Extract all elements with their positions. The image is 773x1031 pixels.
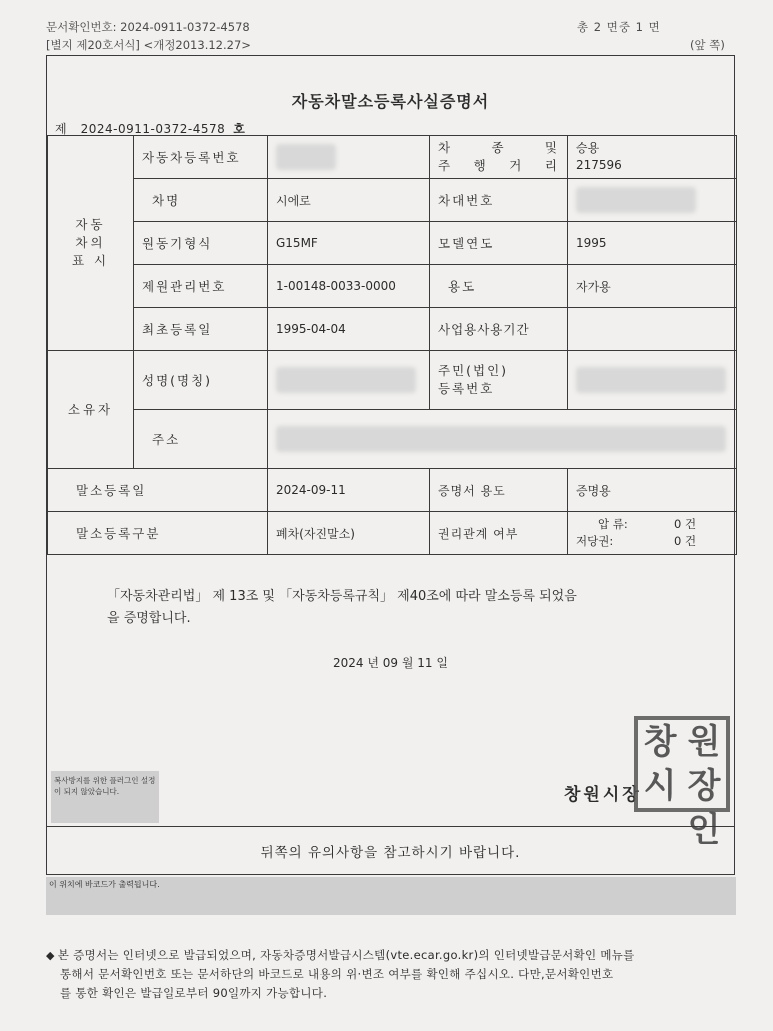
page-count: 총 2 면중 1 면	[577, 20, 661, 34]
vin-value	[568, 179, 737, 222]
doc-check-number: 문서확인번호: 2024-0911-0372-4578	[46, 20, 250, 34]
table-row	[48, 410, 737, 469]
use-label: 용도	[430, 265, 568, 308]
table-row	[48, 308, 737, 351]
issuer-name: 창원시장	[564, 785, 642, 805]
seal-char: 원	[687, 722, 721, 762]
car-name-label: 차명	[134, 179, 268, 222]
footer-notice	[46, 946, 746, 1003]
mortgage-label: 저당권:	[576, 534, 614, 548]
vehicle-group-label: 자동차의 표 시	[48, 136, 134, 351]
table-row	[48, 469, 737, 512]
use-value: 자가용	[568, 265, 737, 308]
doc-number-value: 2024-0911-0372-4578	[80, 122, 226, 136]
barcode-area: 이 위치에 바코드가 출력됩니다.	[46, 877, 736, 915]
rights-label: 권리관계 여부	[430, 512, 568, 555]
copy-protection-notice: 복사방지를 위한 플러그인 설정이 되지 않았습니다.	[51, 771, 159, 823]
engine-type-label: 원동기형식	[134, 222, 268, 265]
info-table	[47, 135, 737, 555]
certification-line-1: 「자동차관리법」 제 13조 및 「자동차등록규칙」 제40조에 따라 말소등록 되었음	[107, 589, 577, 604]
dereg-type-label: 말소등록구분	[48, 512, 268, 555]
seal-char: 창	[643, 722, 677, 762]
table-row	[48, 179, 737, 222]
form-number: [별지 제20호서식] <개정2013.12.27>	[46, 38, 251, 52]
divider	[47, 826, 734, 827]
owner-name-label: 성명(명칭)	[134, 351, 268, 410]
seal-char	[682, 764, 726, 852]
rights-value	[568, 512, 737, 555]
owner-id-label	[430, 351, 568, 410]
owner-group-label: 소유자	[48, 351, 134, 469]
type-mileage-value	[568, 136, 737, 179]
first-reg-value: 1995-04-04	[268, 308, 430, 351]
seizure-label: 압 류:	[598, 517, 628, 531]
seal-char: 시	[643, 766, 677, 806]
issue-date: 2024 년 09 월 11 일	[333, 656, 448, 670]
owner-id-label-1: 주민(법인)	[438, 363, 509, 378]
owner-id-value	[568, 351, 737, 410]
doc-number-prefix: 제	[55, 122, 67, 136]
table-row	[48, 512, 737, 555]
engine-type-value: G15MF	[268, 222, 430, 265]
dereg-date-value: 2024-09-11	[268, 469, 430, 512]
table-row	[48, 136, 737, 179]
mileage-label: 주 행 거 리	[438, 158, 559, 173]
certification-line-2: 을 증명합니다.	[107, 611, 191, 626]
certification-text	[107, 586, 707, 630]
dereg-type-value: 폐차(자진말소)	[268, 512, 430, 555]
reg-no-value	[268, 136, 430, 179]
spec-no-label: 제원관리번호	[134, 265, 268, 308]
address-label: 주소	[134, 410, 268, 469]
owner-id-label-2: 등록번호	[438, 381, 495, 396]
type-label: 차 종 및	[438, 140, 559, 155]
business-period-label: 사업용사용기간	[430, 308, 568, 351]
table-row	[48, 222, 737, 265]
doc-number-suffix: 호	[233, 122, 245, 136]
diamond-icon: ◆	[46, 949, 55, 962]
type-mileage-label	[430, 136, 568, 179]
type-value: 승용	[576, 141, 600, 155]
mortgage-value: 0 건	[674, 534, 697, 548]
table-row	[48, 351, 737, 410]
dereg-date-label: 말소등록일	[48, 469, 268, 512]
document-title: 자동차말소등록사실증명서	[291, 92, 490, 111]
cert-use-value: 증명용	[568, 469, 737, 512]
certificate-form	[46, 55, 735, 875]
page-side: (앞 쪽)	[690, 38, 725, 52]
table-row	[48, 265, 737, 308]
seal-char-jang: 장	[687, 766, 721, 806]
reg-no-label: 자동차등록번호	[134, 136, 268, 179]
first-reg-label: 최초등록일	[134, 308, 268, 351]
mileage-value: 217596	[576, 158, 622, 172]
back-side-notice: 뒤쪽의 유의사항을 참고하시기 바랍니다.	[260, 845, 521, 861]
vin-label: 차대번호	[430, 179, 568, 222]
model-year-label: 모델연도	[430, 222, 568, 265]
footer-line-1: 본 증명서는 인터넷으로 발급되었으며, 자동차증명서발급시스템(vte.ecar.go.kr)의 인터넷발급문서확인 메뉴를	[57, 948, 635, 962]
footer-line-3: 를 통한 확인은 발급일로부터 90일까지 가능합니다.	[60, 986, 328, 1000]
spec-no-value: 1-00148-0033-0000	[268, 265, 430, 308]
footer-line-2: 통해서 문서확인번호 또는 문서하단의 바코드로 내용의 위·변조 여부를 확인해 주십시오. 다만,문서확인번호	[60, 967, 614, 981]
seal-char-in: 인	[687, 810, 721, 850]
official-seal	[634, 716, 730, 850]
business-period-value	[568, 308, 737, 351]
car-name-value: 시에로	[268, 179, 430, 222]
address-value	[268, 410, 737, 469]
cert-use-label: 증명서 용도	[430, 469, 568, 512]
owner-name-value	[268, 351, 430, 410]
seizure-value: 0 건	[674, 517, 697, 531]
model-year-value: 1995	[568, 222, 737, 265]
